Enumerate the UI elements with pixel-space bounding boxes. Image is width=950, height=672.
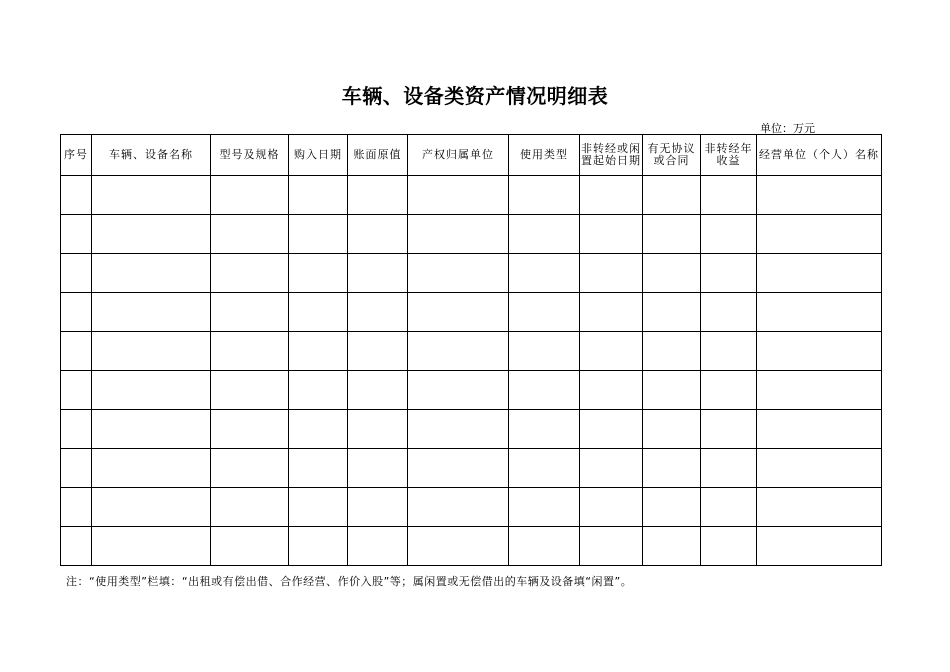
table-cell[interactable] [348,527,408,566]
table-cell[interactable] [289,449,348,488]
col-header-annual-income: 非转经年收益 [701,135,757,176]
col-header-purchase-date: 购入日期 [289,135,348,176]
table-cell[interactable] [701,488,757,527]
table-cell[interactable] [92,449,211,488]
table-cell[interactable] [509,215,580,254]
table-cell[interactable] [580,254,643,293]
table-cell[interactable] [211,215,289,254]
table-cell[interactable] [757,215,882,254]
table-cell[interactable] [408,371,509,410]
table-cell[interactable] [509,254,580,293]
table-cell[interactable] [757,527,882,566]
table-cell[interactable] [643,449,701,488]
table-cell[interactable] [348,293,408,332]
table-cell[interactable] [509,332,580,371]
table-cell[interactable] [289,293,348,332]
table-cell[interactable] [757,254,882,293]
table-cell[interactable] [701,371,757,410]
table-cell[interactable] [211,371,289,410]
table-cell[interactable] [92,527,211,566]
table-cell[interactable] [92,215,211,254]
table-cell[interactable] [701,332,757,371]
table-cell[interactable] [509,410,580,449]
col-header-owner: 产权归属单位 [408,135,509,176]
table-cell[interactable] [92,293,211,332]
table-cell[interactable] [580,527,643,566]
table-cell[interactable] [580,488,643,527]
col-header-agreement: 有无协议或合同 [643,135,701,176]
table-cell[interactable] [92,176,211,215]
table-cell[interactable] [61,527,92,566]
table-cell[interactable] [289,410,348,449]
table-cell[interactable] [289,371,348,410]
table-cell[interactable] [580,293,643,332]
table-cell[interactable] [61,215,92,254]
table-row [61,449,882,488]
table-cell[interactable] [509,176,580,215]
table-cell[interactable] [757,332,882,371]
table-cell[interactable] [348,410,408,449]
table-cell[interactable] [289,176,348,215]
table-cell[interactable] [408,215,509,254]
table-cell[interactable] [92,488,211,527]
asset-detail-table [60,134,882,566]
table-cell[interactable] [92,410,211,449]
table-cell[interactable] [643,527,701,566]
table-cell[interactable] [61,371,92,410]
table-cell[interactable] [92,371,211,410]
table-cell[interactable] [757,488,882,527]
table-cell[interactable] [211,332,289,371]
table-cell[interactable] [701,176,757,215]
table-cell[interactable] [757,449,882,488]
table-cell[interactable] [643,254,701,293]
col-header-book-value: 账面原值 [348,135,408,176]
table-cell[interactable] [580,449,643,488]
col-header-index: 序号 [61,135,92,176]
col-header-model: 型号及规格 [211,135,289,176]
table-cell[interactable] [757,410,882,449]
table-row [61,332,882,371]
table-cell[interactable] [408,254,509,293]
table-cell[interactable] [211,176,289,215]
table-cell[interactable] [580,371,643,410]
table-cell[interactable] [509,293,580,332]
footnote: 注：“使用类型”栏填：“出租或有偿出借、合作经营、作价入股”等；属闲置或无偿借出的车辆及设备填“闲置”。 [66,575,633,588]
table-cell[interactable] [643,371,701,410]
unit-label: 单位：万元 [760,122,815,135]
table-cell[interactable] [580,176,643,215]
table-cell[interactable] [61,293,92,332]
table-cell[interactable] [408,488,509,527]
table-cell[interactable] [61,488,92,527]
col-header-idle-start-date: 非转经或闲置起始日期 [580,135,643,176]
table-cell[interactable] [211,488,289,527]
page-title: 车辆、设备类资产情况明细表 [341,84,609,108]
table-cell[interactable] [509,449,580,488]
table-cell[interactable] [61,176,92,215]
table-cell[interactable] [701,410,757,449]
table-cell[interactable] [61,332,92,371]
table-cell[interactable] [643,410,701,449]
table-row [61,410,882,449]
table-cell[interactable] [509,371,580,410]
table-cell[interactable] [211,449,289,488]
table-cell[interactable] [408,527,509,566]
table-cell[interactable] [289,332,348,371]
col-header-usage-type: 使用类型 [509,135,580,176]
table-cell[interactable] [348,449,408,488]
table-cell[interactable] [408,410,509,449]
table-cell[interactable] [348,371,408,410]
table-cell[interactable] [509,527,580,566]
table-cell[interactable] [348,332,408,371]
header-row [61,135,882,176]
table-cell[interactable] [408,332,509,371]
table-cell[interactable] [643,215,701,254]
table-cell[interactable] [643,488,701,527]
table-cell[interactable] [211,410,289,449]
table-cell[interactable] [61,449,92,488]
table-cell[interactable] [348,488,408,527]
table-cell[interactable] [348,215,408,254]
table-cell[interactable] [701,254,757,293]
table-row [61,215,882,254]
table-cell[interactable] [701,527,757,566]
table-cell[interactable] [211,527,289,566]
table-cell[interactable] [757,371,882,410]
table-cell[interactable] [580,332,643,371]
table-cell[interactable] [289,488,348,527]
table-cell[interactable] [348,254,408,293]
table-cell[interactable] [408,449,509,488]
table-row [61,254,882,293]
table-cell[interactable] [408,176,509,215]
table-cell[interactable] [643,176,701,215]
table-cell[interactable] [701,449,757,488]
table-cell[interactable] [289,254,348,293]
table-cell[interactable] [580,215,643,254]
table-cell[interactable] [757,176,882,215]
table-row [61,527,882,566]
table-cell[interactable] [61,410,92,449]
table-cell[interactable] [211,293,289,332]
table-cell[interactable] [92,332,211,371]
table-cell[interactable] [408,293,509,332]
table-cell[interactable] [701,293,757,332]
table-cell[interactable] [92,254,211,293]
table-row [61,488,882,527]
table-row [61,371,882,410]
table-cell[interactable] [211,254,289,293]
table-cell[interactable] [757,293,882,332]
table-cell[interactable] [643,293,701,332]
table-row [61,293,882,332]
table-cell[interactable] [701,215,757,254]
table-row [61,176,882,215]
col-header-name: 车辆、设备名称 [92,135,211,176]
table-cell[interactable] [509,488,580,527]
table-cell[interactable] [61,254,92,293]
table-cell[interactable] [348,176,408,215]
table-cell[interactable] [643,332,701,371]
table-cell[interactable] [289,215,348,254]
table-cell[interactable] [580,410,643,449]
table-cell[interactable] [289,527,348,566]
col-header-operator: 经营单位（个人）名称 [757,135,882,176]
